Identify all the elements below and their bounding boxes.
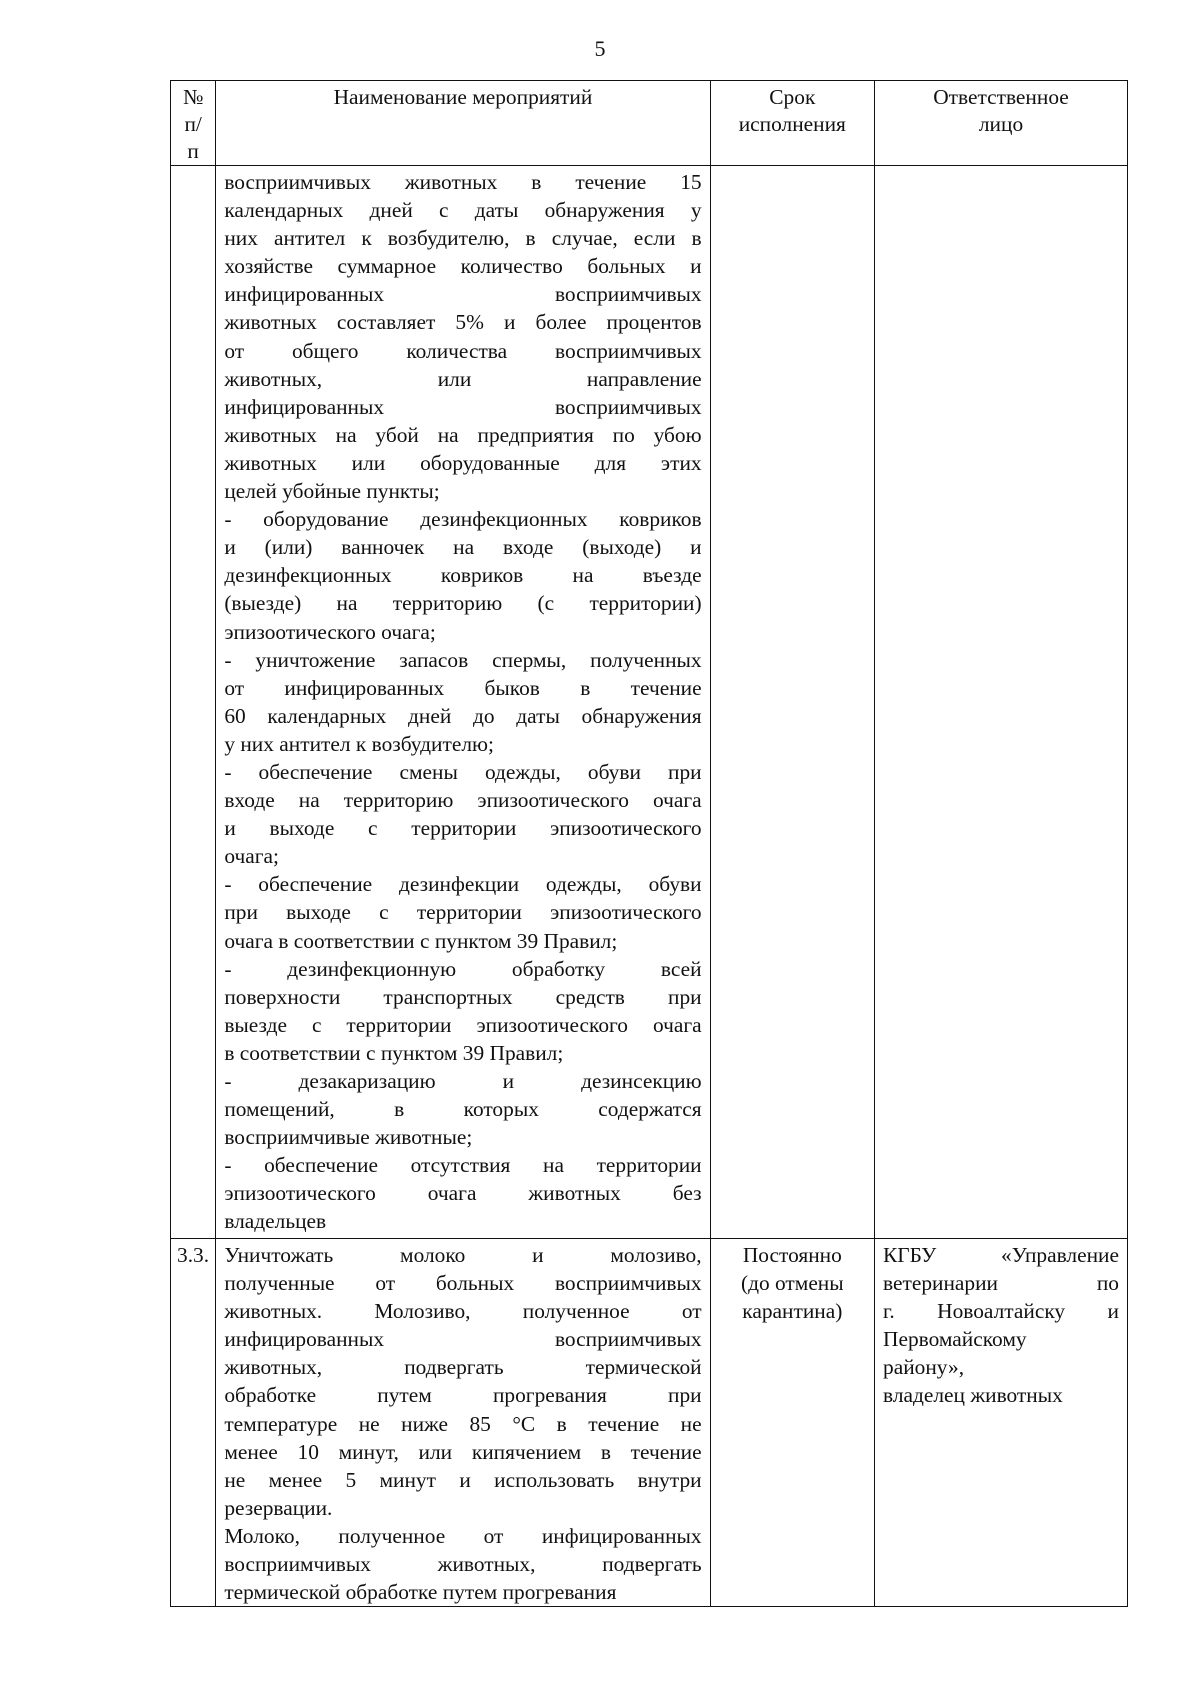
text-line: выезде с территории эпизоотического очага [224,1012,702,1037]
text-line: животных составляет 5% и более процентов [224,310,702,335]
text-line: и выходе с территории эпизоотического [224,816,702,841]
measures-text [224,1241,701,1606]
text-line: температуре не ниже 85 °C в течение не [224,1411,702,1436]
text-line: району», [883,1355,965,1380]
text-line: помещений, в которых содержатся [224,1097,702,1122]
text-line: владельцев [224,1209,327,1234]
text-line: восприимчивых животных, подвергать [224,1552,702,1577]
text-line: инфицированных восприимчивых [224,1327,702,1352]
cell-measures [216,1239,710,1607]
text-line: животных на убой на предприятия по убою [224,422,702,447]
text-line: - обеспечение дезинфекции одежды, обуви [224,872,702,897]
header-term-line: исполнения [738,112,846,136]
header-resp-line: Ответственное [933,85,1069,109]
text-line: поверхности транспортных средств при [224,984,702,1009]
text-line: г. Новоалтайску и [883,1299,1119,1324]
text-line: эпизоотического очага животных без [224,1181,702,1206]
text-line: - оборудование дезинфекционных ковриков [224,507,702,532]
text-line: Уничтожать молоко и молозиво, [224,1243,702,1267]
header-name-line: Наименование мероприятий [333,85,593,109]
text-line: КГБУ «Управление [883,1243,1119,1267]
text-line: календарных дней с даты обнаружения у [224,198,702,223]
header-resp [875,81,1128,166]
text-line: и (или) ванночек на входе (выходе) и [224,535,702,560]
text-line: дезинфекционных ковриков на въезде [224,563,702,588]
header-num-line: № [182,85,204,109]
text-line: у них антител к возбудителю; [224,731,494,756]
cell-measures [216,166,710,1239]
text-line: - обеспечение смены одежды, обуви при [224,759,702,784]
measures-table [170,80,1128,1607]
text-line: обработке путем прогревания при [224,1383,702,1408]
term-text [719,1241,866,1325]
header-term [710,81,874,166]
text-line: термической обработке путем прогревания [224,1580,617,1605]
cell-term [710,166,874,1239]
text-line: полученные от больных восприимчивых [224,1271,702,1296]
text-line: (до отмены [740,1271,844,1296]
text-line: 60 календарных дней до даты обнаружения [224,703,702,728]
measures-text [224,168,701,1236]
text-line: при выходе с территории эпизоотического [224,900,702,925]
header-resp-line: лицо [978,112,1024,136]
text-line: карантина) [742,1299,843,1324]
text-line: ветеринарии по [883,1271,1119,1296]
text-line: - дезинфекционную обработку всей [224,956,702,981]
text-line: инфицированных восприимчивых [224,282,702,307]
text-line: от общего количества восприимчивых [224,338,702,363]
text-line: - дезакаризацию и дезинсекцию [224,1069,702,1093]
cell-responsible [875,166,1128,1239]
header-num-line: п/п [184,112,202,163]
text-line: животных, или направление [224,366,702,391]
text-line: очага в соответствии с пунктом 39 Правил; [224,928,618,953]
text-line: восприимчивых животных в течение 15 [224,170,702,194]
header-term-line: Срок [769,85,816,109]
text-line: - уничтожение запасов спермы, полученных [224,647,702,672]
text-line: животных. Молозиво, полученное от [224,1299,702,1324]
text-line: Постоянно [742,1243,842,1267]
responsible-text [883,1241,1119,1410]
text-line: Первомайскому [883,1327,1027,1352]
text-line: резервации. [224,1495,333,1520]
header-name [216,81,710,166]
text-line: восприимчивые животные; [224,1125,473,1150]
text-line: целей убойные пункты; [224,479,440,504]
cell-term [710,1239,874,1607]
text-line: животных или оборудованные для этих [224,450,702,475]
text-line: инфицированных восприимчивых [224,394,702,419]
text-line: не менее 5 минут и использовать внутри [224,1467,702,1492]
text-line: входе на территорию эпизоотического очага [224,788,702,813]
text-line: них антител к возбудителю, в случае, если в [224,226,702,251]
text-line: эпизоотического очага; [224,619,436,644]
text-line: в соответствии с пунктом 39 Правил; [224,1040,564,1065]
text-line: очага; [224,844,279,869]
text-line: - обеспечение отсутствия на территории [224,1153,702,1178]
text-line: (выезде) на территорию (с территории) [224,591,702,616]
text-line: менее 10 минут, или кипячением в течение [224,1439,702,1464]
text-line: животных, подвергать термической [224,1355,702,1380]
text-line: от инфицированных быков в течение [224,675,702,700]
text-line: Молоко, полученное от инфицированных [224,1523,702,1548]
text-line: хозяйстве суммарное количество больных и [224,254,702,279]
page-number: 5 [594,36,606,61]
header-num [171,81,216,166]
table-header-row [171,81,1128,166]
table-row-3-3 [171,1239,1128,1607]
text-line: владелец животных [883,1383,1063,1408]
cell-num: 3.3. [171,1239,216,1607]
cell-num [171,166,216,1239]
cell-responsible [875,1239,1128,1607]
table-row-continued [171,166,1128,1239]
